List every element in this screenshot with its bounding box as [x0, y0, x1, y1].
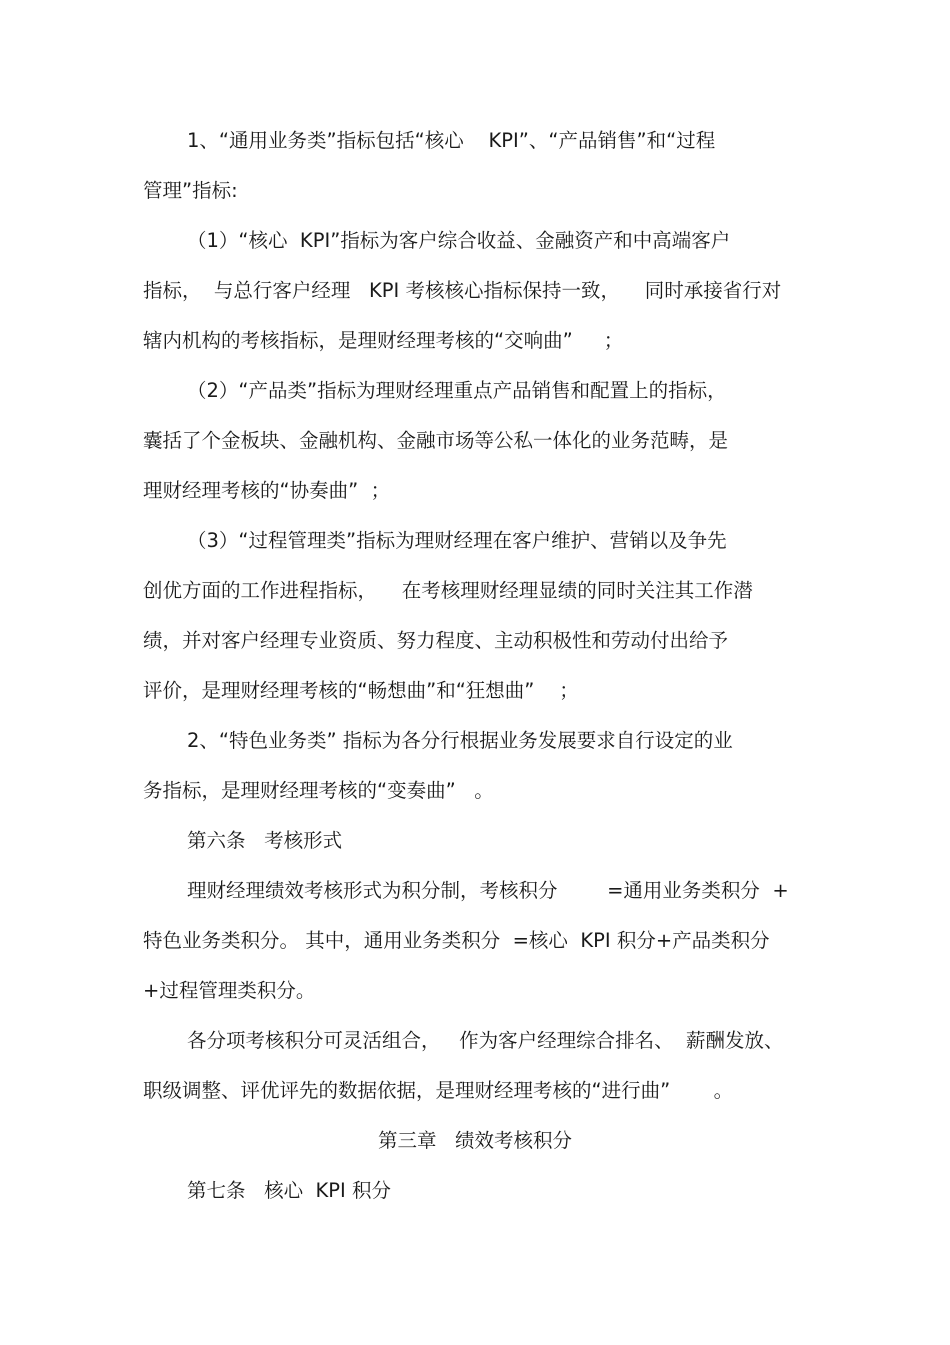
paragraph-line: 评价，是理财经理考核的“畅想曲”和“狂想曲” ； [143, 679, 579, 702]
paragraph-line: 创优方面的工作进程指标， 在考核理财经理显绩的同时关注其工作潜 [143, 579, 753, 602]
paragraph-line: （1）“核心 KPI”指标为客户综合收益、金融资产和中高端客户 [187, 229, 731, 252]
article-heading: 第六条 考核形式 [187, 829, 343, 852]
paragraph-line: （3）“过程管理类”指标为理财经理在客户维护、营销以及争先 [187, 529, 727, 552]
paragraph-line: 务指标，是理财经理考核的“变奏曲” 。 [143, 779, 494, 802]
paragraph-line: 辖内机构的考核指标，是理财经理考核的“交响曲” ； [143, 329, 624, 352]
paragraph-line: 绩，并对客户经理专业资质、努力程度、主动积极性和劳动付出给予 [143, 629, 729, 652]
paragraph-line: 职级调整、评优评先的数据依据，是理财经理考核的“进行曲” 。 [143, 1079, 734, 1102]
article-heading: 第七条 核心 KPI 积分 [187, 1179, 391, 1202]
paragraph-line: 2、“特色业务类” 指标为各分行根据业务发展要求自行设定的业 [187, 729, 733, 752]
paragraph-line: （2）“产品类”指标为理财经理重点产品销售和配置上的指标， [187, 379, 727, 402]
paragraph-line: 各分项考核积分可灵活组合， 作为客户经理综合排名、 薪酬发放、 [187, 1029, 784, 1052]
paragraph-line: 指标， 与总行客户经理 KPI 考核核心指标保持一致， 同时承接省行对 [143, 279, 782, 302]
paragraph-line: 1、“通用业务类”指标包括“核心 KPI”、“产品销售”和“过程 [187, 129, 716, 152]
paragraph-line: +过程管理类积分。 [143, 979, 316, 1002]
paragraph-line: 囊括了个金板块、金融机构、金融市场等公私一体化的业务范畴，是 [143, 429, 729, 452]
paragraph-line: 理财经理绩效考核形式为积分制，考核积分 =通用业务类积分 + [187, 879, 789, 902]
paragraph-line: 特色业务类积分。 其中，通用业务类积分 =核心 KPI 积分+产品类积分 [143, 929, 770, 952]
paragraph-line: 理财经理考核的“协奏曲” ； [143, 479, 391, 502]
paragraph-line: 管理”指标: [143, 179, 238, 202]
chapter-heading: 第三章 绩效考核积分 [377, 1129, 573, 1152]
